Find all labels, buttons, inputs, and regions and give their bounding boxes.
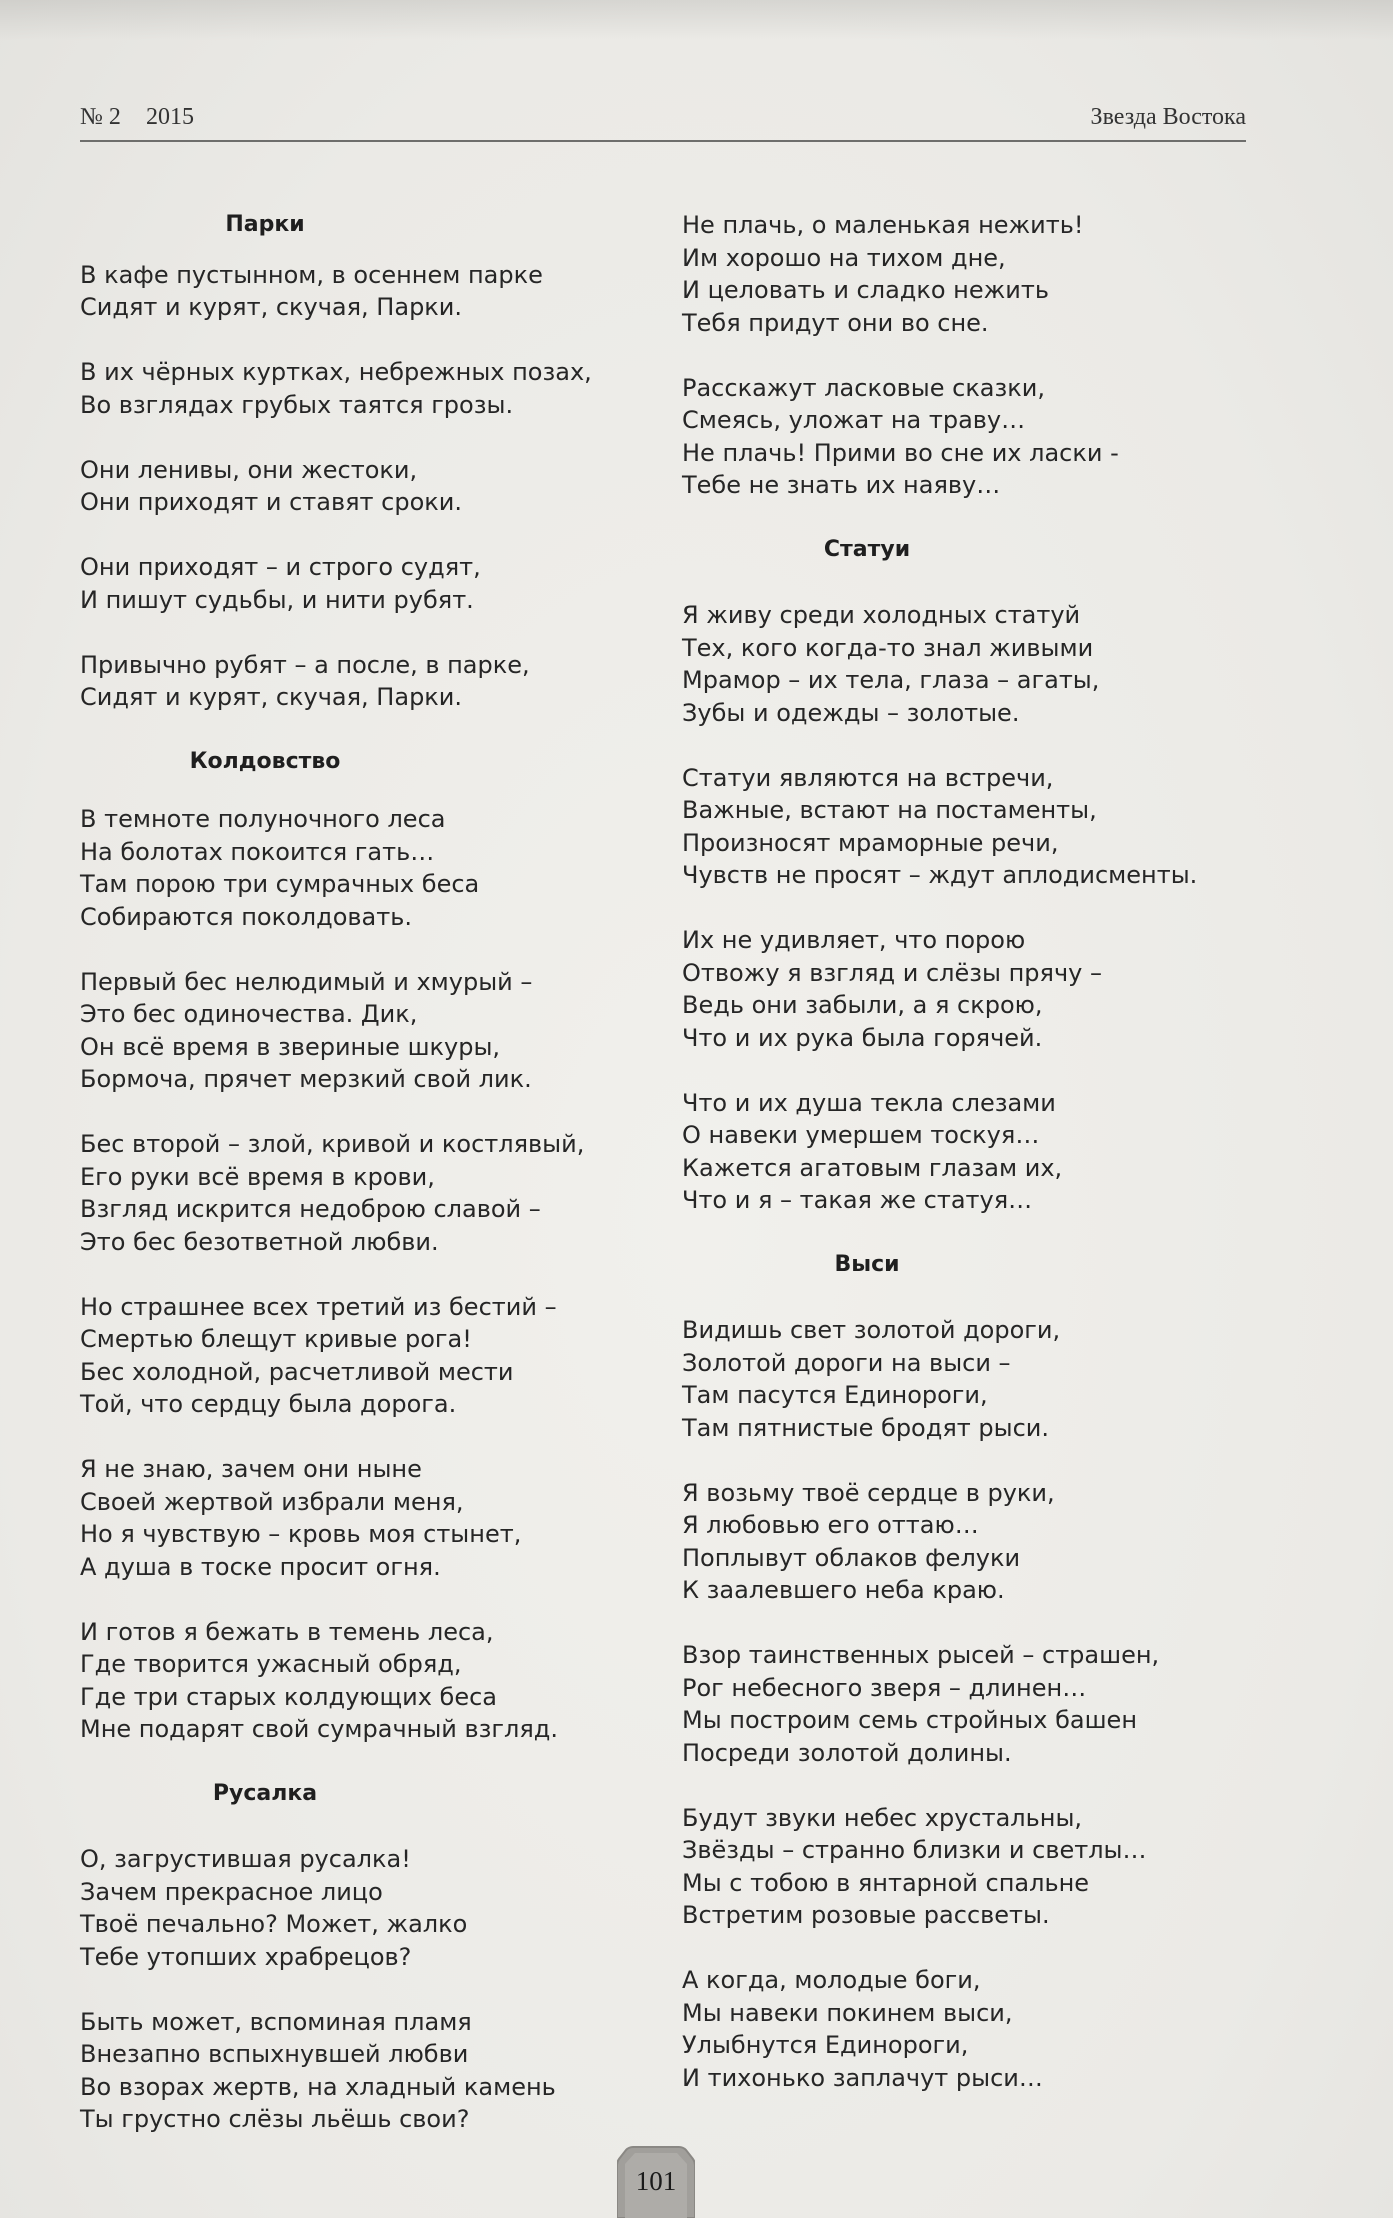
poem-line: Произносят мраморные речи, [682,828,1059,857]
poem-line: Отвожу я взгляд и слёзы прячу – [682,958,1102,987]
poem-line: Это бес безответной любви. [80,1227,439,1256]
poem-line: Привычно рубят – а после, в парке, [80,650,530,679]
poem-line: Они приходят и ставят сроки. [80,488,462,516]
poem-line: Там порою три сумрачных беса [80,870,480,898]
poem-line: Быть может, вспоминая пламя [80,2007,472,2036]
poem-line: Их не удивляет, что порою [682,926,1026,954]
poem-parki [80,209,660,714]
issue-year: 2015 [146,104,194,130]
poem-line: И пишут судьбы, и нити рубят. [80,585,474,614]
poem-line: Кажется агатовым глазам их, [682,1153,1063,1182]
poem-line: В темноте полуночного леса [80,805,446,833]
journal-title: Звезда Востока [1090,104,1246,130]
poem-line: Во взорах жертв, на хладный камень [80,2072,556,2101]
poem-line: Ты грустно слёзы льёшь свои? [80,2105,470,2133]
poem-line: Первый бес нелюдимый и хмурый – [80,967,533,996]
poem-line: Они приходят – и строго судят, [80,553,481,581]
poem-line: Будут звуки небес хрустальны, [682,1803,1083,1832]
poem-line: Там пасутся Единороги, [682,1381,988,1409]
stanza [80,1128,660,1258]
poem-line: Чувств не просят – ждут аплодисменты. [682,861,1198,889]
poem-line: Сидят и курят, скучая, Парки. [80,683,463,711]
stanza [80,966,660,1096]
poem-line: Звёзды – странно близки и светлы… [682,1836,1147,1864]
poem-line: Своей жертвой избрали меня, [80,1487,464,1516]
poem-line: А когда, молодые боги, [682,1966,981,1994]
page-number: 101 [635,2166,677,2196]
poem-line: А душа в тоске просит огня. [80,1552,441,1581]
poem-line: Встретим розовые рассветы. [682,1901,1050,1929]
poem-line: Улыбнутся Единороги, [682,2031,969,2059]
page-number-badge [617,2145,695,2218]
poem-line: О, загрустившая русалка! [80,1845,411,1873]
poem-line: Мы с тобою в янтарной спальне [682,1868,1090,1897]
poem-line: И готов я бежать в темень леса, [80,1617,494,1646]
stanza [80,803,660,933]
poem-line: Не плачь, о маленькая нежить! [682,211,1084,239]
stanza [80,1616,660,1746]
stanza [80,649,660,714]
poem-line: Взгляд искрится недоброю славой – [80,1195,541,1223]
stanza [682,1087,1322,1217]
stanza [682,372,1322,502]
poem-line: Что и я – такая же статуя… [682,1186,1033,1214]
stanza [682,209,1322,339]
poem-line: Во взглядах грубых таятся грозы. [80,390,514,419]
right-column [682,209,1322,2127]
poem-line: Смеясь, уложат на траву… [682,406,1026,434]
poem-line: Где три старых колдующих беса [80,1682,497,1711]
poem-line: Они ленивы, они жестоки, [80,455,418,484]
poem-line: В их чёрных куртках, небрежных позах, [80,358,592,386]
stanza [682,1314,1322,1444]
stanza [80,259,660,324]
poem-line: Бормоча, прячет мерзкий свой лик. [80,1065,532,1093]
poem-line: Рог небесного зверя – длинен… [682,1673,1087,1702]
poem-line: Я возьму твоё сердце в руки, [682,1478,1055,1507]
poem-line: Смертью блещут кривые рога! [80,1325,472,1353]
poem-line: Не плачь! Прими во сне их ласки - [682,438,1119,467]
poem-line: Тебе не знать их наяву… [682,471,1001,499]
stanza [682,1639,1322,1769]
poem-line: Где творится ужасный обряд, [80,1650,462,1678]
poem-line: Мрамор – их тела, глаза – агаты, [682,666,1100,694]
poem-line: Статуи являются на встречи, [682,763,1054,792]
poem-title: Парки [225,212,305,237]
poem-title: Колдовство [189,749,341,774]
poem-line: Им хорошо на тихом дне, [682,243,1006,272]
stanza [682,1802,1322,1932]
poem-line: И целовать и сладко нежить [682,276,1049,304]
stanza [682,762,1322,892]
poem-line: Я не знаю, зачем они ныне [80,1455,422,1483]
poem-line: Это бес одиночества. Дик, [80,1000,418,1028]
poem-line: Видишь свет золотой дороги, [682,1316,1061,1344]
poem-line: Я живу среди холодных статуй [682,601,1081,629]
issue-number: № 2 [80,104,121,130]
poem-line: К заалевшего неба краю. [682,1576,1005,1604]
poem-title: Русалка [212,1781,318,1806]
stanza [80,551,660,616]
stanza [80,356,660,421]
poem-line: Что и их рука была горячей. [682,1023,1043,1052]
poem-line: Тех, кого когда-то знал живыми [682,633,1094,662]
poem-line: Твоё печально? Может, жалко [80,1910,468,1938]
poem-line: На болотах покоится гать… [80,837,435,866]
stanza [80,1291,660,1421]
poem-line: Мы построим семь стройных башен [682,1706,1138,1734]
poem-line: Но я чувствую – кровь моя стынет, [80,1520,522,1548]
poem-line: Взор таинственных рысей – страшен, [682,1641,1160,1669]
poem-line: Мы навеки покинем выси, [682,1998,1013,2027]
poem-line: Важные, встают на постаменты, [682,796,1097,824]
poem-line: Тебе утопших храбрецов? [80,1942,412,1971]
stanza [80,454,660,519]
poem-statui [682,534,1322,1217]
poem-rusalka-continued [682,209,1322,502]
poem-line: Бес холодной, расчетливой мести [80,1357,514,1386]
poem-line: Расскажут ласковые сказки, [682,373,1045,402]
poem-line: Мне подарят свой сумрачный взгляд. [80,1715,559,1743]
poem-line: Посреди золотой долины. [682,1738,1012,1767]
poem-line: Я любовью его оттаю… [682,1511,979,1539]
stanza [682,599,1322,729]
poem-koldovstvo [80,746,660,1746]
stanza [682,1477,1322,1607]
poem-line: Внезапно вспыхнувшей любви [80,2040,469,2068]
poem-line: Он всё время в звериные шкуры, [80,1032,501,1061]
poem-line: Поплывут облаков фелуки [682,1543,1021,1572]
poem-line: Его руки всё время в крови, [80,1162,435,1191]
poem-line: Тебя придут они во сне. [682,308,989,337]
poem-line: В кафе пустынном, в осеннем парке [80,260,543,289]
stanza [682,924,1322,1054]
stanza [80,2006,660,2136]
poem-line: И тихонько заплачут рыси… [682,2063,1043,2092]
poem-line: Золотой дороги на выси – [682,1348,1011,1377]
poem-line: Бес второй – злой, кривой и костлявый, [80,1130,585,1158]
poem-vysi [682,1249,1322,2094]
poem-line: Там пятнистые бродят рыси. [682,1413,1049,1442]
poem-line: Зачем прекрасное лицо [80,1877,383,1906]
stanza [80,1453,660,1583]
poem-line: Той, что сердцу была дорога. [80,1390,457,1418]
poem-title: Выси [834,1252,900,1277]
poem-line: Сидят и курят, скучая, Парки. [80,293,463,321]
poem-line: Собираются поколдовать. [80,902,413,931]
poem-line: О навеки умершем тоскуя… [682,1121,1040,1149]
poem-line: Но страшнее всех третий из бестий – [80,1292,557,1321]
poem-line: Зубы и одежды – золотые. [682,698,1020,727]
poem-line: Ведь они забыли, а я скрою, [682,991,1043,1019]
left-column [80,209,660,2168]
poem-title: Статуи [823,537,911,562]
stanza [682,1964,1322,2094]
poem-line: Что и их душа текла слезами [682,1088,1056,1117]
header-rule [80,140,1246,142]
stanza [80,1843,660,1973]
poem-rusalka [80,1778,660,2136]
